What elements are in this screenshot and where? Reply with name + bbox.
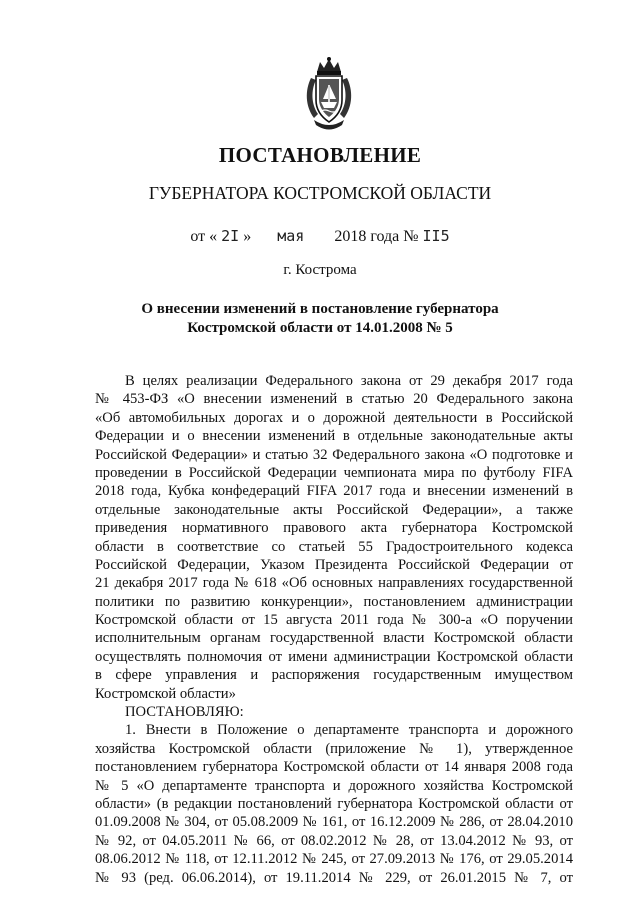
body-line: исполнительным органам государственной власти Костромской области — [95, 630, 573, 647]
body-line: 1. Внести в Положение о департаменте транспорта и дорожного — [125, 722, 573, 739]
body-line: Российской Федерации» и статью 32 Федерального закона «О подготовке и — [95, 446, 573, 463]
document-number-handwritten: II5 — [422, 227, 450, 245]
body-line: № 93 (ред. 06.06.2014), от 19.11.2014 № 229, от 26.01.2015 № 7, от — [95, 869, 573, 886]
body-line: 01.09.2008 № 304, от 05.08.2009 № 161, от 16.12.2009 № 286, от 28.04.2010 — [95, 814, 573, 831]
body-line: № 5 «О департаменте транспорта и дорожного хозяйства Костромской — [95, 777, 573, 794]
document-title — [0, 300, 640, 338]
date-day-handwritten: 2I — [221, 227, 240, 245]
body-line: политики по развитию конкуренции», постановлением администрации — [95, 593, 573, 610]
body-line: приведения нормативного правового акта губернатора Костромской — [95, 520, 573, 537]
body-line: 21 декабря 2017 года № 618 «Об основных направлениях государственной — [95, 575, 573, 592]
number-sign: № — [403, 228, 419, 245]
date-close-quote: » — [243, 228, 252, 245]
coat-of-arms-icon — [302, 56, 356, 132]
body-line: 08.06.2012 № 118, от 12.11.2012 № 245, от 27.09.2013 № 176, от 29.05.2014 — [95, 851, 573, 868]
date-year: 2018 года — [334, 228, 400, 245]
body-line: № 92, от 04.05.2011 № 66, от 08.02.2012 № 28, от 13.04.2012 № 93, от — [95, 832, 573, 849]
body-line: «Об автомобильных дорогах и о дорожной деятельности в Российской — [95, 409, 573, 426]
body-line: области в соответствие со статьей 55 Градостроительного кодекса — [95, 538, 573, 555]
issuer-heading: ГУБЕРНАТОРА КОСТРОМСКОЙ ОБЛАСТИ — [148, 183, 492, 203]
document-date-line — [0, 227, 640, 246]
body-line: Костромской области» — [95, 685, 236, 702]
body-line: области» (в редакции постановлений губернатора Костромской области от — [95, 795, 573, 812]
body-line: Российской Федерации, Указом Президента Российской Федерации от — [95, 556, 573, 573]
body-line: проведении в Российской Федерации чемпионата мира по футболу FIFA — [95, 464, 573, 481]
body-line: хозяйства Костромской области (приложение № 1), утвержденное — [95, 740, 573, 757]
document-type-heading: ПОСТАНОВЛЕНИЕ — [218, 143, 422, 167]
body-line: 2018 года, Кубка конфедераций FIFA 2017 года и внесении изменений в — [95, 483, 573, 500]
document-title-line: Костромской области от 14.01.2008 № 5 — [187, 320, 453, 336]
body-line: В целях реализации Федерального закона от 29 декабря 2017 года — [125, 373, 573, 389]
date-prefix: от « — [190, 228, 218, 245]
body-line: Костромской области от 15 августа 2011 года № 300-а «О поручении — [95, 612, 573, 629]
date-month-handwritten: мая — [277, 227, 305, 245]
body-line: Федерации и о внесении изменений в отдельные законодательные акты — [95, 428, 573, 445]
body-line: отдельные законодательные акты Российской Федерации», а также — [95, 501, 573, 518]
body-line: № 453-ФЗ «О внесении изменений в статью 20 Федерального закона — [95, 391, 573, 408]
body-line: постановлением губернатора Костромской области от 14 января 2008 года — [95, 759, 573, 776]
document-title-line: О внесении изменений в постановление губернатора — [141, 301, 499, 317]
decree-word: ПОСТАНОВЛЯЮ: — [125, 704, 244, 721]
body-line: в сфере управления и распоряжения государственным имуществом — [95, 667, 573, 684]
body-line: осуществлять полномочия от имени администрации Костромской области — [95, 648, 573, 665]
document-body — [95, 372, 573, 887]
city-line: г. Кострома — [283, 262, 357, 278]
